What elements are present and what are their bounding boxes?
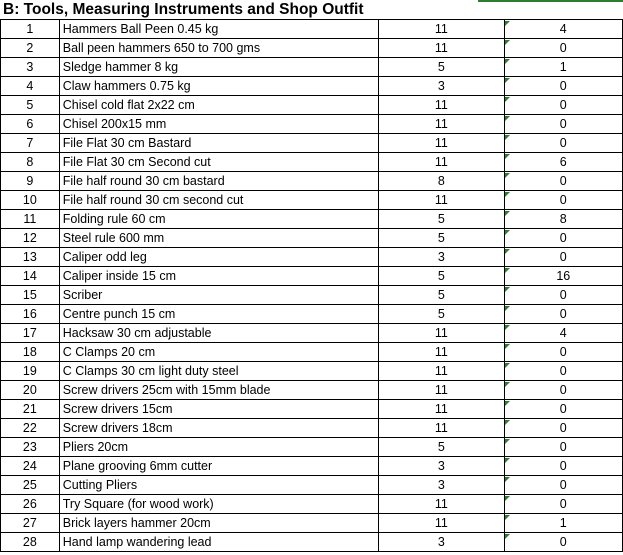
row-number-cell[interactable]: 13: [1, 248, 60, 267]
table-row: [1, 362, 623, 381]
quantity-a-cell[interactable]: 3: [379, 248, 504, 267]
quantity-b-cell[interactable]: 0: [504, 191, 622, 210]
error-indicator-icon: [505, 287, 510, 292]
row-number-cell[interactable]: 14: [1, 267, 60, 286]
row-number-cell[interactable]: 5: [1, 96, 60, 115]
item-name-cell[interactable]: File Flat 30 cm Bastard: [59, 134, 378, 153]
quantity-a-cell[interactable]: 11: [379, 362, 504, 381]
item-name-cell[interactable]: C Clamps 20 cm: [59, 343, 378, 362]
table-row: [1, 248, 623, 267]
table-row: [1, 153, 623, 172]
error-indicator-icon: [505, 458, 510, 463]
quantity-b-cell[interactable]: 0: [504, 343, 622, 362]
item-name-cell[interactable]: Brick layers hammer 20cm: [59, 514, 378, 533]
quantity-b-cell[interactable]: 0: [504, 77, 622, 96]
error-indicator-icon: [505, 439, 510, 444]
quantity-a-cell[interactable]: 11: [379, 400, 504, 419]
quantity-b-cell[interactable]: 0: [504, 438, 622, 457]
quantity-a-cell[interactable]: 5: [379, 267, 504, 286]
table-row: [1, 115, 623, 134]
item-name-cell[interactable]: Folding rule 60 cm: [59, 210, 378, 229]
quantity-a-cell[interactable]: 3: [379, 533, 504, 552]
error-indicator-icon: [505, 515, 510, 520]
table-row: [1, 495, 623, 514]
row-number-cell[interactable]: 2: [1, 39, 60, 58]
quantity-a-cell[interactable]: 5: [379, 210, 504, 229]
quantity-a-cell[interactable]: 11: [379, 39, 504, 58]
quantity-a-cell[interactable]: 3: [379, 77, 504, 96]
quantity-b-cell[interactable]: 1: [504, 514, 622, 533]
quantity-a-cell[interactable]: 11: [379, 324, 504, 343]
section-header-row[interactable]: [0, 0, 623, 19]
item-name-cell[interactable]: File half round 30 cm second cut: [59, 191, 378, 210]
error-indicator-icon: [505, 192, 510, 197]
quantity-b-cell[interactable]: 0: [504, 39, 622, 58]
quantity-a-cell[interactable]: 5: [379, 438, 504, 457]
row-number-cell[interactable]: 23: [1, 438, 60, 457]
row-number-cell[interactable]: 18: [1, 343, 60, 362]
item-name-cell[interactable]: Chisel 200x15 mm: [59, 115, 378, 134]
item-name-cell[interactable]: File Flat 30 cm Second cut: [59, 153, 378, 172]
table-row: [1, 191, 623, 210]
row-number-cell[interactable]: 11: [1, 210, 60, 229]
quantity-b-cell[interactable]: 0: [504, 533, 622, 552]
table-body: [1, 20, 623, 552]
item-name-cell[interactable]: Plane grooving 6mm cutter: [59, 457, 378, 476]
table-row: [1, 286, 623, 305]
quantity-a-cell[interactable]: 11: [379, 191, 504, 210]
row-number-cell[interactable]: 1: [1, 20, 60, 39]
row-number-cell[interactable]: 12: [1, 229, 60, 248]
table-row: [1, 39, 623, 58]
quantity-b-cell[interactable]: 0: [504, 381, 622, 400]
table-row: [1, 134, 623, 153]
quantity-b-cell[interactable]: 0: [504, 457, 622, 476]
quantity-b-cell[interactable]: 0: [504, 248, 622, 267]
error-indicator-icon: [505, 477, 510, 482]
table-row: [1, 229, 623, 248]
error-indicator-icon: [505, 534, 510, 539]
item-name-cell[interactable]: Cutting Pliers: [59, 476, 378, 495]
quantity-a-cell[interactable]: 5: [379, 286, 504, 305]
item-name-cell[interactable]: Screw drivers 18cm: [59, 419, 378, 438]
table-row: [1, 419, 623, 438]
row-number-cell[interactable]: 7: [1, 134, 60, 153]
item-name-cell[interactable]: C Clamps 30 cm light duty steel: [59, 362, 378, 381]
quantity-b-cell[interactable]: 0: [504, 419, 622, 438]
quantity-b-cell[interactable]: 0: [504, 362, 622, 381]
table-row: [1, 438, 623, 457]
quantity-a-cell[interactable]: 11: [379, 495, 504, 514]
error-indicator-icon: [505, 21, 510, 26]
item-name-cell[interactable]: Pliers 20cm: [59, 438, 378, 457]
row-number-cell[interactable]: 20: [1, 381, 60, 400]
item-name-cell[interactable]: Hammers Ball Peen 0.45 kg: [59, 20, 378, 39]
table-row: [1, 533, 623, 552]
quantity-b-cell[interactable]: 0: [504, 305, 622, 324]
error-indicator-icon: [505, 135, 510, 140]
quantity-b-cell[interactable]: 8: [504, 210, 622, 229]
table-row: [1, 343, 623, 362]
item-name-cell[interactable]: Ball peen hammers 650 to 700 gms: [59, 39, 378, 58]
error-indicator-icon: [505, 154, 510, 159]
table-row: [1, 457, 623, 476]
item-name-cell[interactable]: Screw drivers 25cm with 15mm blade: [59, 381, 378, 400]
error-indicator-icon: [505, 382, 510, 387]
item-name-cell[interactable]: Chisel cold flat 2x22 cm: [59, 96, 378, 115]
item-name-cell[interactable]: File half round 30 cm bastard: [59, 172, 378, 191]
error-indicator-icon: [505, 40, 510, 45]
row-number-cell[interactable]: 15: [1, 286, 60, 305]
error-indicator-icon: [505, 496, 510, 501]
row-number-cell[interactable]: 27: [1, 514, 60, 533]
item-name-cell[interactable]: Try Square (for wood work): [59, 495, 378, 514]
item-name-cell[interactable]: Screw drivers 15cm: [59, 400, 378, 419]
table-row: [1, 77, 623, 96]
error-indicator-icon: [505, 420, 510, 425]
error-indicator-icon: [505, 116, 510, 121]
quantity-b-cell[interactable]: 0: [504, 476, 622, 495]
row-number-cell[interactable]: 28: [1, 533, 60, 552]
spreadsheet-table: [0, 19, 623, 552]
error-indicator-icon: [505, 230, 510, 235]
error-indicator-icon: [505, 173, 510, 178]
quantity-a-cell[interactable]: 11: [379, 115, 504, 134]
item-name-cell[interactable]: Claw hammers 0.75 kg: [59, 77, 378, 96]
error-indicator-icon: [505, 97, 510, 102]
table-row: [1, 267, 623, 286]
row-number-cell[interactable]: 3: [1, 58, 60, 77]
quantity-a-cell[interactable]: 11: [379, 514, 504, 533]
table-row: [1, 305, 623, 324]
row-number-cell[interactable]: 4: [1, 77, 60, 96]
quantity-a-cell[interactable]: 3: [379, 476, 504, 495]
quantity-b-cell[interactable]: 0: [504, 96, 622, 115]
quantity-b-cell[interactable]: 0: [504, 172, 622, 191]
quantity-a-cell[interactable]: 11: [379, 381, 504, 400]
quantity-a-cell[interactable]: 5: [379, 305, 504, 324]
row-number-cell[interactable]: 10: [1, 191, 60, 210]
row-number-cell[interactable]: 16: [1, 305, 60, 324]
quantity-b-cell[interactable]: 16: [504, 267, 622, 286]
error-indicator-icon: [505, 268, 510, 273]
table-row: [1, 58, 623, 77]
quantity-b-cell[interactable]: 0: [504, 286, 622, 305]
quantity-b-cell[interactable]: 4: [504, 324, 622, 343]
error-indicator-icon: [505, 401, 510, 406]
item-name-cell[interactable]: Steel rule 600 mm: [59, 229, 378, 248]
row-number-cell[interactable]: 19: [1, 362, 60, 381]
table-row: [1, 476, 623, 495]
error-indicator-icon: [505, 306, 510, 311]
quantity-a-cell[interactable]: 5: [379, 58, 504, 77]
quantity-a-cell[interactable]: 11: [379, 419, 504, 438]
table-row: [1, 324, 623, 343]
row-number-cell[interactable]: 26: [1, 495, 60, 514]
row-number-cell[interactable]: 6: [1, 115, 60, 134]
quantity-b-cell[interactable]: 0: [504, 229, 622, 248]
quantity-b-cell[interactable]: 0: [504, 400, 622, 419]
error-indicator-icon: [505, 211, 510, 216]
error-indicator-icon: [505, 363, 510, 368]
table-row: [1, 400, 623, 419]
quantity-a-cell[interactable]: 11: [379, 96, 504, 115]
quantity-a-cell[interactable]: 11: [379, 20, 504, 39]
section-title[interactable]: B: Tools, Measuring Instruments and Shop Outfit: [3, 1, 364, 18]
item-name-cell[interactable]: Caliper odd leg: [59, 248, 378, 267]
row-number-cell[interactable]: 8: [1, 153, 60, 172]
quantity-b-cell[interactable]: 1: [504, 58, 622, 77]
error-indicator-icon: [505, 59, 510, 64]
table-row: [1, 172, 623, 191]
table-row: [1, 514, 623, 533]
row-number-cell[interactable]: 22: [1, 419, 60, 438]
quantity-a-cell[interactable]: 8: [379, 172, 504, 191]
item-name-cell[interactable]: Caliper inside 15 cm: [59, 267, 378, 286]
row-number-cell[interactable]: 25: [1, 476, 60, 495]
item-name-cell[interactable]: Scriber: [59, 286, 378, 305]
table-row: [1, 20, 623, 39]
item-name-cell[interactable]: Hacksaw 30 cm adjustable: [59, 324, 378, 343]
item-name-cell[interactable]: Sledge hammer 8 kg: [59, 58, 378, 77]
row-number-cell[interactable]: 17: [1, 324, 60, 343]
error-indicator-icon: [505, 325, 510, 330]
cell-selection-border: [478, 0, 623, 2]
error-indicator-icon: [505, 249, 510, 254]
quantity-b-cell[interactable]: 0: [504, 134, 622, 153]
quantity-b-cell[interactable]: 0: [504, 495, 622, 514]
row-number-cell[interactable]: 21: [1, 400, 60, 419]
item-name-cell[interactable]: Hand lamp wandering lead: [59, 533, 378, 552]
quantity-a-cell[interactable]: 11: [379, 153, 504, 172]
quantity-a-cell[interactable]: 5: [379, 229, 504, 248]
table-row: [1, 381, 623, 400]
error-indicator-icon: [505, 344, 510, 349]
table-row: [1, 210, 623, 229]
quantity-b-cell[interactable]: 4: [504, 20, 622, 39]
table-row: [1, 96, 623, 115]
quantity-a-cell[interactable]: 11: [379, 343, 504, 362]
quantity-b-cell[interactable]: 0: [504, 115, 622, 134]
quantity-a-cell[interactable]: 11: [379, 134, 504, 153]
row-number-cell[interactable]: 9: [1, 172, 60, 191]
quantity-a-cell[interactable]: 3: [379, 457, 504, 476]
item-name-cell[interactable]: Centre punch 15 cm: [59, 305, 378, 324]
row-number-cell[interactable]: 24: [1, 457, 60, 476]
quantity-b-cell[interactable]: 6: [504, 153, 622, 172]
error-indicator-icon: [505, 78, 510, 83]
